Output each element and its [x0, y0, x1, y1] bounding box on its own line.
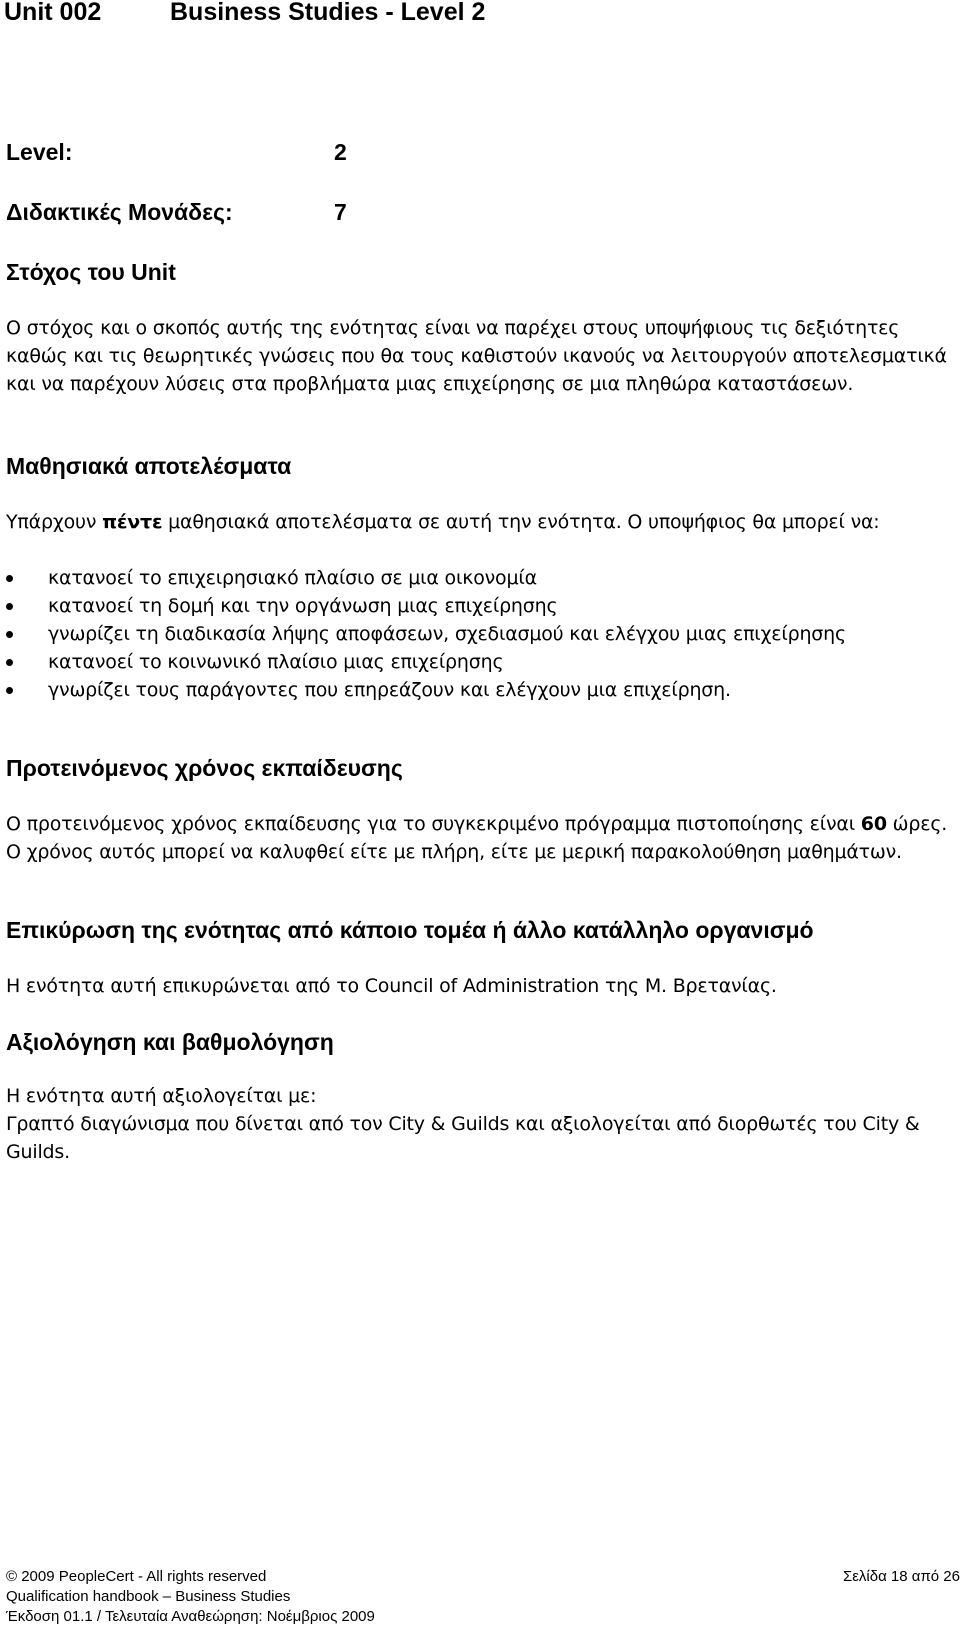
list-item: γνωρίζει τη διαδικασία λήψης αποφάσεων, σχεδιασμού και ελέγχου μιας επιχείρησης [6, 620, 956, 648]
list-item: κατανοεί το επιχειρησιακό πλαίσιο σε μια οικονομία [6, 564, 956, 592]
assessment-intro: Η ενότητα αυτή αξιολογείται με: [6, 1085, 317, 1107]
page-number: Σελίδα 18 από 26 [842, 1568, 960, 1585]
training-hours: 60 [860, 813, 887, 835]
learning-outcomes-heading: Μαθησιακά αποτελέσματα [6, 453, 292, 479]
list-item: κατανοεί τη δομή και την οργάνωση μιας επιχείρησης [6, 592, 956, 620]
page-footer [6, 1567, 960, 1627]
list-item: κατανοεί το κοινωνικό πλαίσιο μιας επιχείρησης [6, 648, 956, 676]
aim-heading: Στόχος του Unit [6, 259, 176, 285]
unit-number: Unit 002 [4, 0, 102, 26]
assessment-heading: Αξιολόγηση και βαθμολόγηση [6, 1029, 334, 1055]
document-title: Business Studies - Level 2 [170, 0, 486, 26]
bullet-icon [6, 659, 13, 666]
bullet-icon [6, 631, 13, 638]
bullet-icon [6, 575, 13, 582]
level-label: Level: [6, 139, 73, 165]
aim-text: Ο στόχος και ο σκοπός αυτής της ενότητας είναι να παρέχει στους υποψήφιους τις δεξιότητες καθώς και τις θεωρητικές γνώσεις που θα τους καθιστούν ικανούς να λειτουργούν αποτελεσματικά και να παρέχουν λύσεις στα προβλήματα μιας επιχείρησης σε μια πληθώρα καταστάσεων. [6, 317, 947, 395]
credit-units-label: Διδακτικές Μονάδες: [6, 199, 233, 225]
bullet-icon [6, 603, 13, 610]
learning-outcomes-intro: Υπάρχουν πέντε μαθησιακά αποτελέσματα σε αυτή την ενότητα. Ο υποψήφιος θα μπορεί να: [6, 511, 880, 533]
learning-outcomes-list [6, 564, 956, 704]
outcomes-count: πέντε [102, 511, 163, 533]
list-item: γνωρίζει τους παράγοντες που επηρεάζουν και ελέγχουν μια επιχείρηση. [6, 676, 956, 704]
bullet-icon [6, 687, 13, 694]
handbook-title: Qualification handbook – Business Studies [6, 1588, 291, 1605]
endorsement-heading: Επικύρωση της ενότητας από κάποιο τομέα ή άλλο κατάλληλο οργανισμό [6, 917, 814, 943]
assessment-text: Γραπτό διαγώνισμα που δίνεται από τον City & Guilds και αξιολογείται από διορθωτές του City & Guilds. [6, 1113, 920, 1163]
level-value: 2 [334, 139, 347, 165]
training-time-text: Ο προτεινόμενος χρόνος εκπαίδευσης για το συγκεκριμένο πρόγραμμα πιστοποίησης είναι 60 ώρες. Ο χρόνος αυτός μπορεί να καλυφθεί είτε με πλήρη, είτε με μερική παρακολούθηση μαθημάτων. [6, 813, 948, 863]
credit-units-value: 7 [334, 199, 347, 225]
copyright-notice: © 2009 PeopleCert - All rights reserved [6, 1568, 267, 1585]
training-time-heading: Προτεινόμενος χρόνος εκπαίδευσης [6, 755, 403, 781]
endorsement-text: Η ενότητα αυτή επικυρώνεται από το Council of Administration της Μ. Βρετανίας. [6, 975, 777, 997]
version-info: Έκδοση 01.1 / Τελευταία Αναθεώρηση: Νοέμβριος 2009 [6, 1608, 375, 1625]
